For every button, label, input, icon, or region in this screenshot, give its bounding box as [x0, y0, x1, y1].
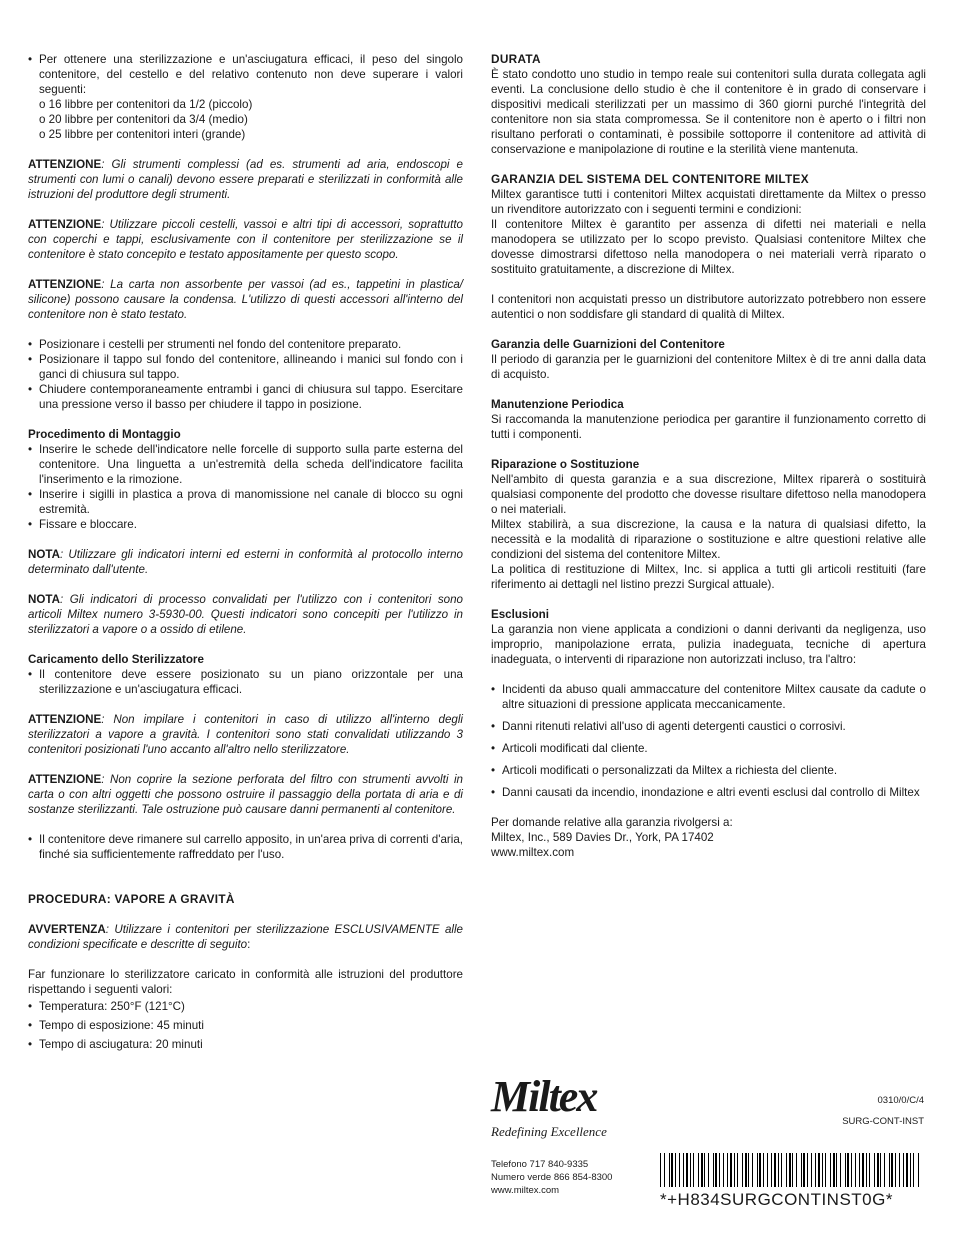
contact-link[interactable]: www.miltex.com — [491, 846, 575, 859]
warranty-section — [491, 172, 926, 277]
list-item: • Incidenti da abuso quali ammaccature del contenitore Miltex causate da cadute o altre situazioni di pressione applicata meccanicamente. — [491, 682, 926, 712]
list-item: • Tempo di asciugatura: 20 minuti — [28, 1037, 463, 1052]
weight-bullet: • Per ottenere una sterilizzazione e un'asciugatura efficaci, il peso del singolo contenitore, del cestello e del relativo contenuto non deve superare i valori seguenti: — [28, 52, 463, 97]
left-column — [28, 52, 463, 1052]
assembly-section — [28, 427, 463, 532]
footer-contact — [491, 1158, 641, 1197]
weight-item: o 20 libbre per contenitori da 3/4 (medio) — [39, 113, 248, 126]
list-item: • Inserire le schede dell'indicatore nelle forcelle di supporto sulla parte esterna del contenitore. Una linguetta a un'estremità della scheda dell'indicatore facilita l'inserimento e la rimozione. — [28, 442, 463, 487]
repair-text: Nell'ambito di questa garanzia e a sua discrezione, Miltex riparerà o sostituirà qualsiasi componente del prodotto che dovesse risultare difettoso nella manodopera o nei materiali. — [491, 473, 926, 516]
document-codes — [842, 1094, 924, 1128]
list-item: • Il contenitore deve essere posizionato su un piano orizzontale per una sterilizzazione e un'asciugatura efficaci. — [28, 667, 463, 697]
list-item: • Fissare e bloccare. — [28, 517, 463, 532]
list-item: • Danni causati da incendio, inondazione e altri eventi esclusi dal controllo di Miltex — [491, 785, 926, 800]
repair-section — [491, 457, 926, 592]
weight-item: o 16 libbre per contenitori da 1/2 (piccolo) — [39, 98, 253, 111]
list-item: • Tempo di esposizione: 45 minuti — [28, 1018, 463, 1033]
contact-line: Per domande relative alla garanzia rivolgersi a: — [491, 816, 733, 829]
footer-website[interactable]: www.miltex.com — [491, 1185, 560, 1196]
weight-list — [28, 97, 463, 142]
toll-free: Numero verde 866 854-8300 — [491, 1172, 613, 1183]
caution-3: ATTENZIONE: La carta non assorbente per vassoi (ad es., tappetini in plastica/ silicone) possono causare la condensa. L'utilizzo di questi accessori all'interno del contenitore non è stato testato. — [28, 278, 463, 321]
contact-line: Miltex, Inc., 589 Davies Dr., York, PA 17402 — [491, 831, 714, 844]
warranty-contact — [491, 815, 926, 860]
warranty-title: GARANZIA DEL SISTEMA DEL CONTENITORE MILTEX — [491, 172, 809, 186]
doc-code: 0310/0/C/4 — [877, 1095, 924, 1106]
list-item: • Danni ritenuti relativi all'uso di agenti detergenti caustici o corrosivi. — [491, 719, 926, 734]
list-item: • Articoli modificati dal cliente. — [491, 741, 926, 756]
exclusions-text: La garanzia non viene applicata a condizioni o danni derivanti da negligenza, uso improprio, manipolazione errata, pulizia inadeguata, tecniche di apertura inadeguata, o interventi di riparazione non autorizzati incluso, tra l'altro: — [491, 623, 926, 666]
repair-title: Riparazione o Sostituzione — [491, 458, 640, 471]
maintenance-title: Manutenzione Periodica — [491, 398, 624, 411]
tagline: Redefining Excellence — [491, 1124, 607, 1139]
right-column — [491, 52, 926, 860]
exclusions-title: Esclusioni — [491, 608, 549, 621]
weight-item: o 25 libbre per contenitori interi (grande) — [39, 128, 246, 141]
gaskets-text: Il periodo di garanzia per le guarnizioni del contenitore Miltex è di tre anni dalla data di acquisto. — [491, 353, 926, 381]
exclusions-section — [491, 607, 926, 667]
assembly-title: Procedimento di Montaggio — [28, 428, 181, 441]
phone: Telefono 717 840-9335 — [491, 1159, 589, 1170]
run-values — [28, 999, 463, 1052]
maintenance-section — [491, 397, 926, 442]
caution-4: ATTENZIONE: Non impilare i contenitori in caso di utilizzo all'interno degli sterilizzatori a vapore a gravità. I contenitori sono stati convalidati utilizzando 3 contenitori posizionati l'uno accanto all'altro nello sterilizzatore. — [28, 713, 463, 756]
footer-brand — [491, 1072, 641, 1197]
list-item: • Articoli modificati o personalizzati da Miltex a richiesta del cliente. — [491, 763, 926, 778]
note-2: NOTA: Gli indicatori di processo convalidati per l'utilizzo con i contenitori sono articoli Miltex numero 3-5930-00. Questi indicatori sono concepiti per l'utilizzo in sterilizzatori a vapore o a ossido di etilene. — [28, 593, 463, 636]
loading-title: Caricamento dello Sterilizzatore — [28, 653, 204, 666]
gaskets-title: Garanzia delle Guarnizioni del Contenitore — [491, 338, 725, 351]
gaskets-section — [491, 337, 926, 382]
position-list — [28, 337, 463, 412]
duration-section — [491, 52, 926, 157]
doc-id: SURG-CONT-INST — [842, 1116, 924, 1127]
warranty-text: Il contenitore Miltex è garantito per assenza di difetti nei materiali e nella manodopera se utilizzato per lo scopo previsto. Qualsiasi contenitore Miltex che dovesse dimostrarsi difettoso nella manodopera o nei materiali verrà riparato o sostituito gratuitamente, a discrezione di Miltex. — [491, 218, 926, 276]
barcode-text: *+H834SURGCONTINST0G* — [660, 1190, 893, 1209]
list-item: • Posizionare i cestelli per strumenti nel fondo del contenitore preparato. — [28, 337, 463, 352]
miltex-logo: Miltex — [491, 1072, 597, 1121]
caution-2: ATTENZIONE: Utilizzare piccoli cestelli, vassoi e altri tipi di accessori, soprattutto con coperchi e tappi, esclusivamente con il contenitore per sterilizzazione se il contenitore è stato concepito e testato appositamente per questo scopo. — [28, 218, 463, 261]
exclusions-list — [491, 682, 926, 800]
warranty-authenticity: I contenitori non acquistati presso un distributore autorizzato potrebbero non essere autentici o non soddisfare gli standard di qualità di Miltex. — [491, 293, 926, 321]
barcode — [660, 1153, 922, 1209]
weight-section — [28, 52, 463, 142]
duration-title: DURATA — [491, 52, 541, 66]
list-item: • Inserire i sigilli in plastica a prova di manomissione nel canale di blocco su ogni estremità. — [28, 487, 463, 517]
duration-text: È stato condotto uno studio in tempo reale sui contenitori sulla durata collegata agli eventi. La conclusione dello studio è che il contenitore è in grado di conservare i dispositivi medicali sterilizzati per un massimo di 360 giorni purché l'integrità del contenitore non sia stata compromessa. Se il contenitore non è aperto o i filtri non risultano perforati o contaminati, è possibile sottoporre il contenitore ad attività di conservazione e manipolazione di routine e la sterilità viene mantenuta. — [491, 68, 926, 156]
list-item: • Temperatura: 250°F (121°C) — [28, 999, 463, 1014]
list-item: • Posizionare il tappo sul fondo del contenitore, allineando i manici sul fondo con i ganci di chiusura sul tappo. — [28, 352, 463, 382]
repair-text: Miltex stabilirà, a sua discrezione, la causa e la natura di qualsiasi difetto, la necessità e la modalità di riparazione o sostituzione e altre questioni relative alle condizioni del sistema del contenitore Miltex. — [491, 518, 926, 561]
note-1: NOTA: Utilizzare gli indicatori interni ed esterni in conformità al protocollo interno determinato dall'utente. — [28, 548, 463, 576]
run-instructions: Far funzionare lo sterilizzatore caricato in conformità alle istruzioni del produttore rispettando i seguenti valori: — [28, 968, 463, 996]
caution-5: ATTENZIONE: Non coprire la sezione perforata del filtro con strumenti avvolti in carta o con altri oggetti che possono ostruire il passaggio della portata di aria e di sostanze sterilizzanti. Tale ostruzione può causare danni permanenti al contenitore. — [28, 773, 463, 816]
warning: AVVERTENZA: Utilizzare i contenitori per sterilizzazione ESCLUSIVAMENTE alle condizioni specificate e descritte di seguito: — [28, 923, 463, 951]
maintenance-text: Si raccomanda la manutenzione periodica per garantire il funzionamento corretto di tutti i componenti. — [491, 413, 926, 441]
warranty-text: Miltex garantisce tutti i contenitori Miltex acquistati direttamente da Miltex o presso un rivenditore autorizzato con i seguenti termini e condizioni: — [491, 188, 926, 216]
procedure-title: PROCEDURA: VAPORE A GRAVITÀ — [28, 892, 235, 906]
barcode-bars — [660, 1153, 922, 1187]
loading-section — [28, 652, 463, 697]
repair-text: La politica di restituzione di Miltex, Inc. si applica a tutti gli articoli restituiti (fare riferimento ai dettagli nel listino prezzi Surgical attuale). — [491, 563, 926, 591]
list-item: • Chiudere contemporaneamente entrambi i ganci di chiusura sul tappo. Esercitare una pressione verso il basso per chiudere il tappo in posizione. — [28, 382, 463, 412]
caution-1: ATTENZIONE: Gli strumenti complessi (ad es. strumenti ad aria, endoscopi e strumenti con lumi o canali) devono essere preparati e sterilizzati in conformità alle istruzioni del produttore degli strumenti. — [28, 158, 463, 201]
cooling-bullet: • Il contenitore deve rimanere sul carrello apposito, in un'area priva di correnti d'aria, finché sia sufficientemente raffreddato per l'uso. — [28, 832, 463, 862]
